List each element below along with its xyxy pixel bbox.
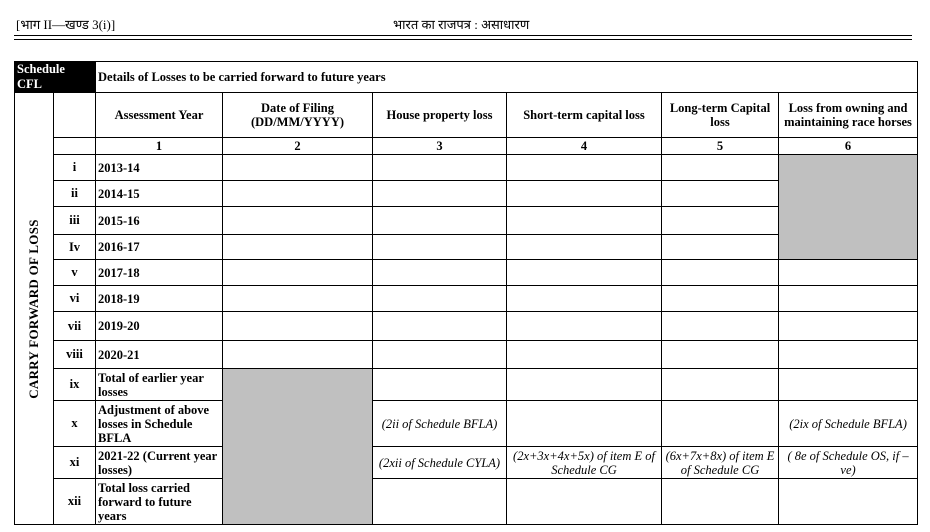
race-horses-loss-note: ( 8e of Schedule OS, if –ve) bbox=[779, 447, 918, 479]
short-term-capital-loss-cell[interactable] bbox=[507, 312, 662, 341]
side-label-cell bbox=[15, 93, 54, 525]
number-blank bbox=[54, 138, 96, 155]
table-row bbox=[15, 369, 918, 401]
col-number: 4 bbox=[507, 138, 662, 155]
table-row bbox=[15, 479, 918, 525]
race-horses-loss-cell[interactable] bbox=[779, 479, 918, 525]
date-of-filing-cell[interactable] bbox=[223, 260, 373, 286]
row-number: xii bbox=[54, 479, 96, 525]
col-header-long-term-capital-loss: Long-term Capital loss bbox=[662, 93, 779, 138]
long-term-capital-loss-cell[interactable] bbox=[662, 479, 779, 525]
row-label: 2017-18 bbox=[96, 260, 223, 286]
table-row bbox=[15, 155, 918, 181]
table-row bbox=[15, 260, 918, 286]
long-term-capital-loss-cell[interactable] bbox=[662, 207, 779, 235]
long-term-capital-loss-cell[interactable] bbox=[662, 341, 779, 369]
col-header-date-of-filing: Date of Filing (DD/MM/YYYY) bbox=[223, 93, 373, 138]
row-label: 2021-22 (Current year losses) bbox=[96, 447, 223, 479]
row-label: 2020-21 bbox=[96, 341, 223, 369]
short-term-capital-loss-cell[interactable] bbox=[507, 155, 662, 181]
long-term-capital-loss-cell[interactable] bbox=[662, 286, 779, 312]
row-label: 2014-15 bbox=[96, 181, 223, 207]
side-label: CARRY FORWARD OF LOSS bbox=[26, 218, 41, 399]
long-term-capital-loss-cell[interactable] bbox=[662, 155, 779, 181]
short-term-capital-loss-cell[interactable] bbox=[507, 235, 662, 260]
short-term-capital-loss-cell[interactable] bbox=[507, 260, 662, 286]
house-property-loss-cell[interactable] bbox=[373, 260, 507, 286]
short-term-capital-loss-cell[interactable] bbox=[507, 401, 662, 447]
long-term-capital-loss-cell[interactable] bbox=[662, 369, 779, 401]
row-label: 2019-20 bbox=[96, 312, 223, 341]
page-header-center: भारत का राजपत्र : असाधारण bbox=[393, 17, 530, 32]
house-property-loss-cell[interactable] bbox=[373, 479, 507, 525]
header-rule-top bbox=[14, 35, 912, 36]
house-property-loss-cell[interactable] bbox=[373, 369, 507, 401]
row-number: vii bbox=[54, 312, 96, 341]
long-term-capital-loss-cell[interactable] bbox=[662, 401, 779, 447]
row-label: 2018-19 bbox=[96, 286, 223, 312]
row-number: i bbox=[54, 155, 96, 181]
row-number: iii bbox=[54, 207, 96, 235]
race-horses-loss-cell[interactable] bbox=[779, 286, 918, 312]
table-row bbox=[15, 341, 918, 369]
col-number: 1 bbox=[96, 138, 223, 155]
race-horses-loss-note: (2ix of Schedule BFLA) bbox=[779, 401, 918, 447]
house-property-loss-cell[interactable] bbox=[373, 207, 507, 235]
schedule-code: Schedule CFL bbox=[15, 62, 96, 93]
date-of-filing-cell[interactable] bbox=[223, 235, 373, 260]
long-term-capital-loss-cell[interactable] bbox=[662, 312, 779, 341]
house-property-loss-cell[interactable] bbox=[373, 286, 507, 312]
date-of-filing-cell[interactable] bbox=[223, 312, 373, 341]
col-header-short-term-capital-loss: Short-term capital loss bbox=[507, 93, 662, 138]
table-row bbox=[15, 312, 918, 341]
col-number: 2 bbox=[223, 138, 373, 155]
short-term-capital-loss-cell[interactable] bbox=[507, 181, 662, 207]
col-header-house-property-loss: House property loss bbox=[373, 93, 507, 138]
row-label: Adjustment of above losses in Schedule BFLA bbox=[96, 401, 223, 447]
col-number: 5 bbox=[662, 138, 779, 155]
shaded-cell bbox=[779, 155, 918, 260]
short-term-capital-loss-cell[interactable] bbox=[507, 341, 662, 369]
row-label: 2015-16 bbox=[96, 207, 223, 235]
col-header-assessment-year: Assessment Year bbox=[96, 93, 223, 138]
row-number: ii bbox=[54, 181, 96, 207]
row-number: x bbox=[54, 401, 96, 447]
house-property-loss-cell[interactable] bbox=[373, 312, 507, 341]
short-term-capital-loss-cell[interactable] bbox=[507, 479, 662, 525]
house-property-loss-cell[interactable] bbox=[373, 181, 507, 207]
row-number: xi bbox=[54, 447, 96, 479]
date-of-filing-cell[interactable] bbox=[223, 207, 373, 235]
house-property-loss-cell[interactable] bbox=[373, 155, 507, 181]
table-row bbox=[15, 401, 918, 447]
house-property-loss-cell[interactable] bbox=[373, 341, 507, 369]
date-of-filing-cell[interactable] bbox=[223, 286, 373, 312]
row-number: viii bbox=[54, 341, 96, 369]
schedule-cfl-table bbox=[14, 61, 918, 525]
row-label: Total loss carried forward to future years bbox=[96, 479, 223, 525]
short-term-capital-loss-note: (2x+3x+4x+5x) of item E of Schedule CG bbox=[507, 447, 662, 479]
row-number: ix bbox=[54, 369, 96, 401]
col-header-race-horses-loss: Loss from owning and maintaining race horses bbox=[779, 93, 918, 138]
table-row bbox=[15, 447, 918, 479]
race-horses-loss-cell[interactable] bbox=[779, 260, 918, 286]
race-horses-loss-cell[interactable] bbox=[779, 369, 918, 401]
schedule-title: Details of Losses to be carried forward to future years bbox=[96, 62, 918, 93]
date-of-filing-cell[interactable] bbox=[223, 181, 373, 207]
race-horses-loss-cell[interactable] bbox=[779, 312, 918, 341]
short-term-capital-loss-cell[interactable] bbox=[507, 369, 662, 401]
date-of-filing-cell[interactable] bbox=[223, 341, 373, 369]
row-label: Total of earlier year losses bbox=[96, 369, 223, 401]
col-number: 6 bbox=[779, 138, 918, 155]
house-property-loss-note: (2xii of Schedule CYLA) bbox=[373, 447, 507, 479]
house-property-loss-note: (2ii of Schedule BFLA) bbox=[373, 401, 507, 447]
table-row bbox=[15, 286, 918, 312]
race-horses-loss-cell[interactable] bbox=[779, 341, 918, 369]
header-rule-bottom bbox=[14, 39, 912, 40]
short-term-capital-loss-cell[interactable] bbox=[507, 286, 662, 312]
long-term-capital-loss-note: (6x+7x+8x) of item E of Schedule CG bbox=[662, 447, 779, 479]
header-blank bbox=[54, 93, 96, 138]
row-label: 2013-14 bbox=[96, 155, 223, 181]
row-number: v bbox=[54, 260, 96, 286]
long-term-capital-loss-cell[interactable] bbox=[662, 235, 779, 260]
long-term-capital-loss-cell[interactable] bbox=[662, 181, 779, 207]
short-term-capital-loss-cell[interactable] bbox=[507, 207, 662, 235]
row-label: 2016-17 bbox=[96, 235, 223, 260]
page-header-left: [भाग II—खण्ड 3(i)] bbox=[16, 17, 116, 32]
row-number: Iv bbox=[54, 235, 96, 260]
row-number: vi bbox=[54, 286, 96, 312]
col-number: 3 bbox=[373, 138, 507, 155]
date-of-filing-cell[interactable] bbox=[223, 155, 373, 181]
long-term-capital-loss-cell[interactable] bbox=[662, 260, 779, 286]
house-property-loss-cell[interactable] bbox=[373, 235, 507, 260]
shaded-cell bbox=[223, 369, 373, 525]
